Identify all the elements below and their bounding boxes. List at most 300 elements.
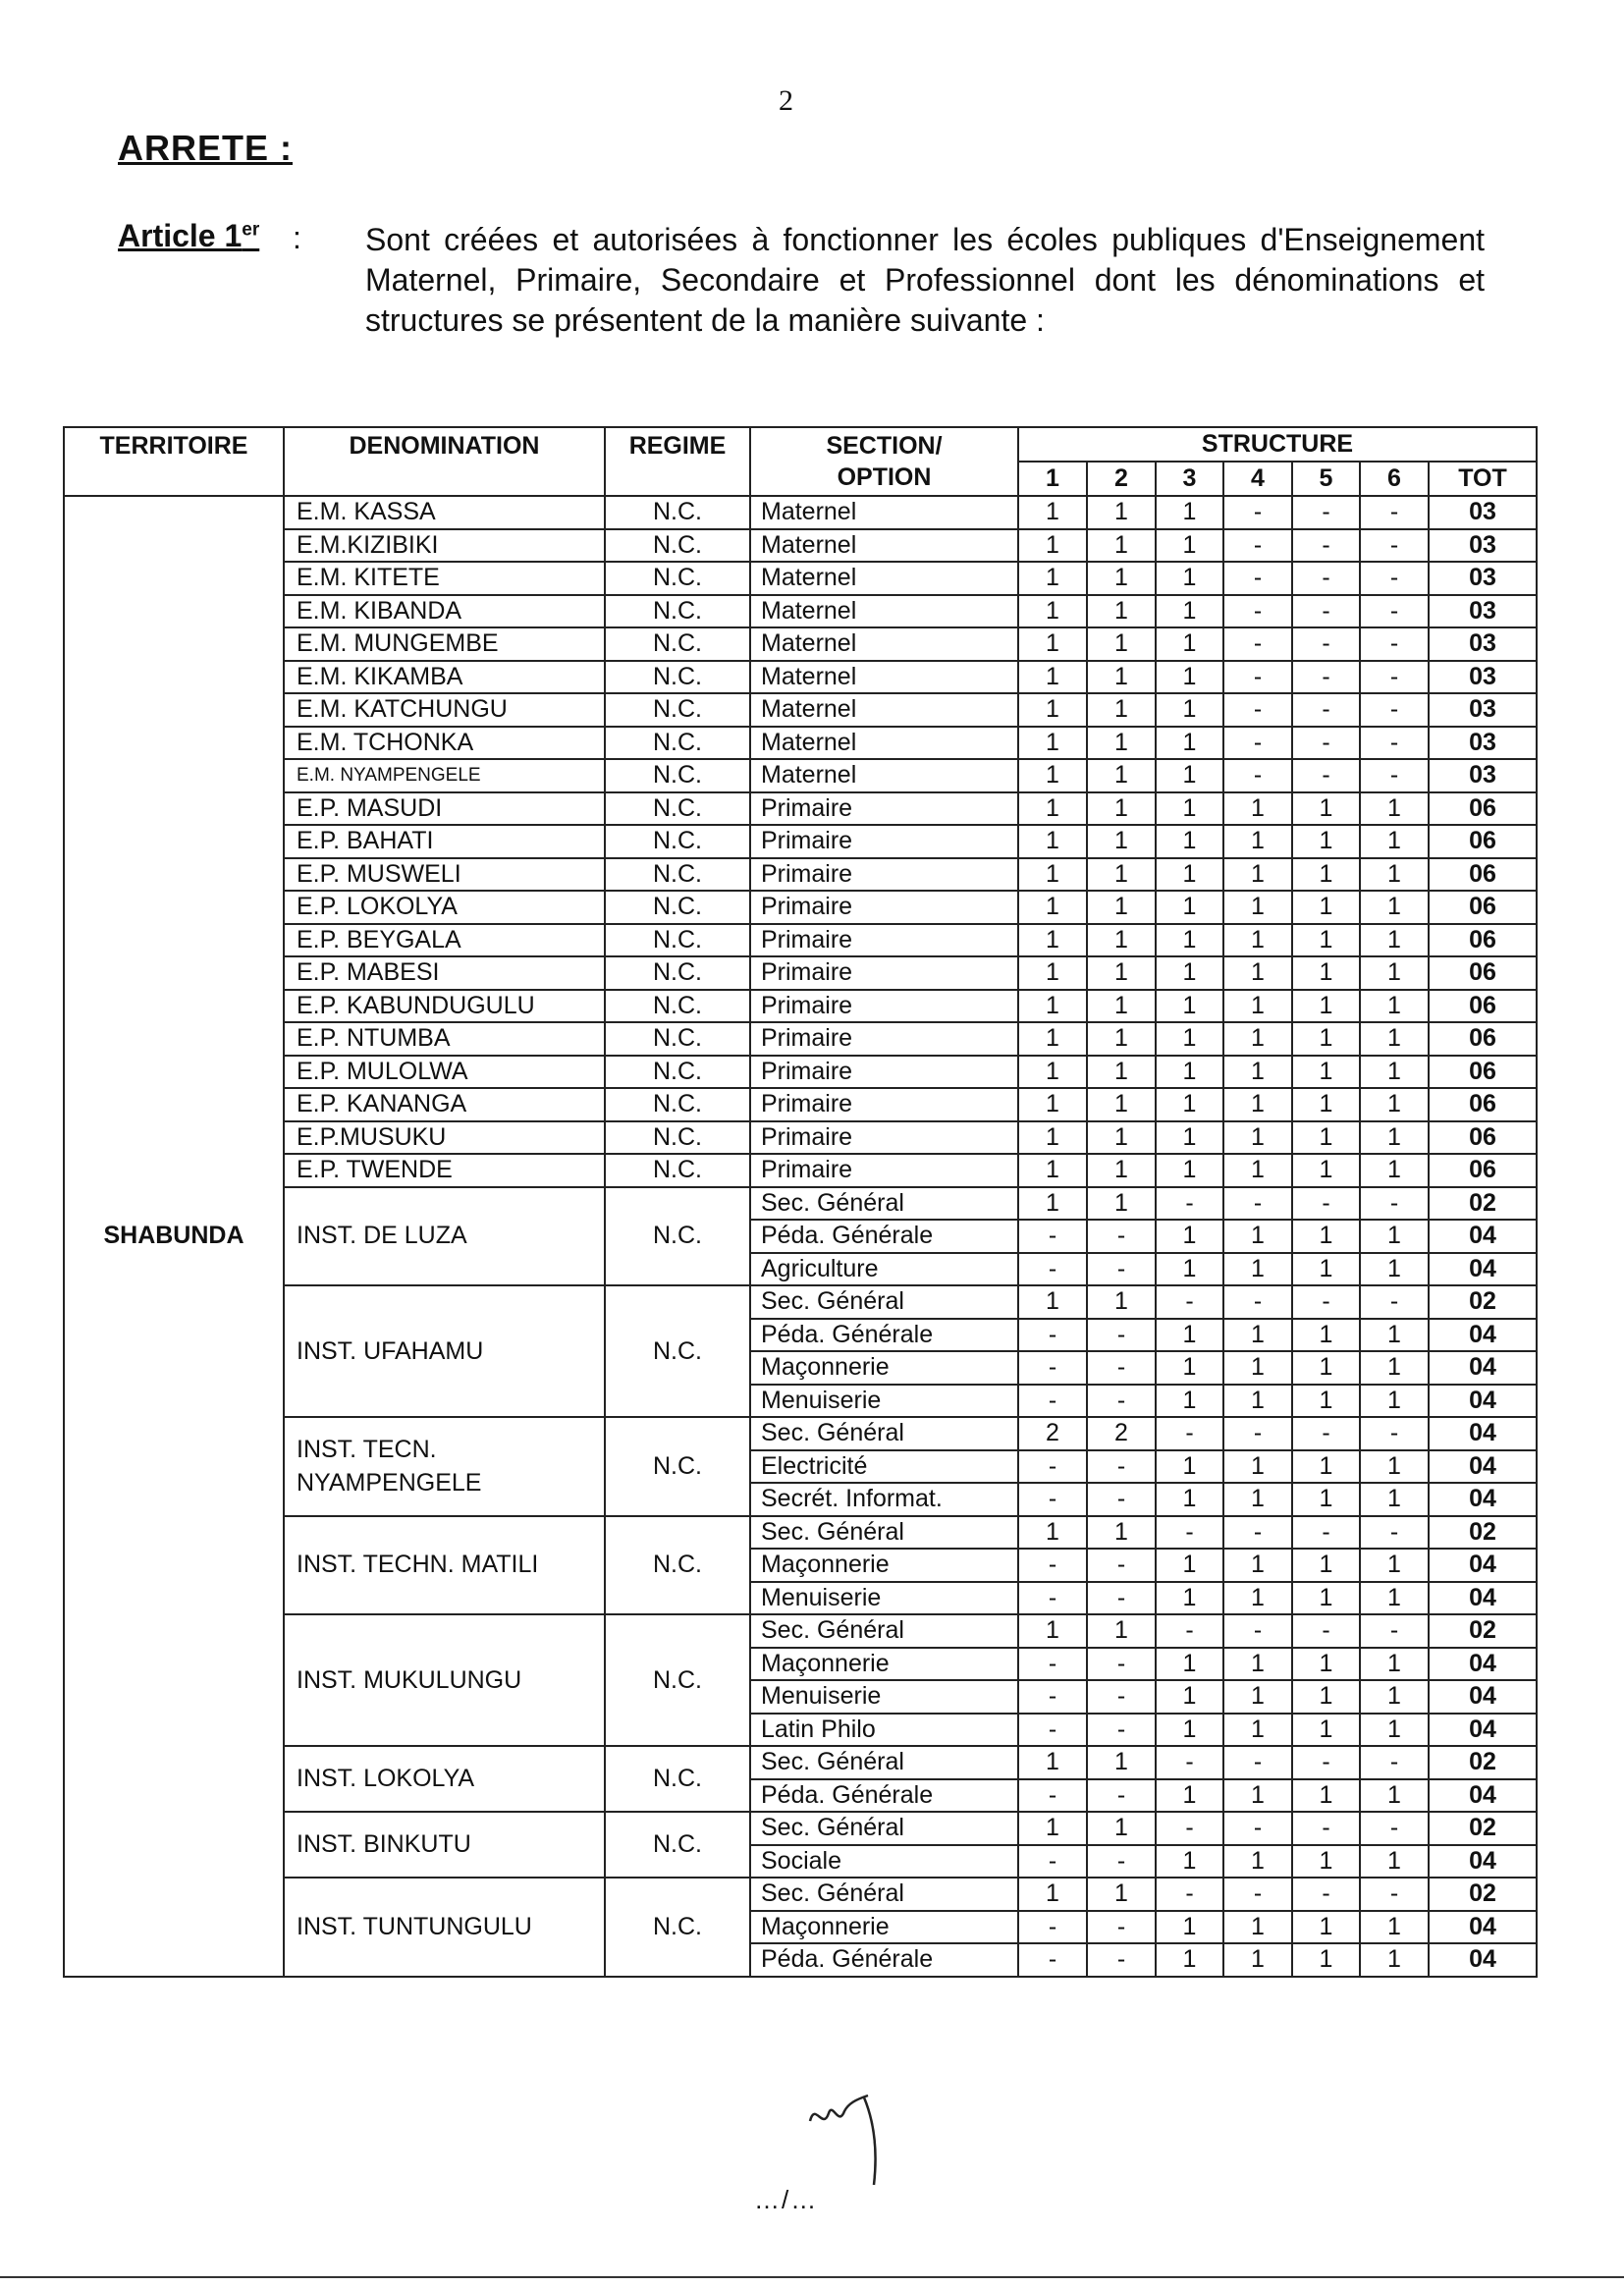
school-regime: N.C. (605, 496, 750, 529)
header-regime: REGIME (605, 427, 750, 496)
structure-cell-4: - (1223, 529, 1292, 563)
structure-cell-3: 1 (1156, 496, 1223, 529)
structure-cell-1: 1 (1018, 529, 1087, 563)
structure-cell-2: 1 (1087, 496, 1156, 529)
structure-cell-1: 2 (1018, 1417, 1087, 1450)
structure-cell-2: - (1087, 1582, 1156, 1615)
structure-cell-6: 1 (1360, 1253, 1429, 1286)
structure-cell-6: 1 (1360, 956, 1429, 990)
structure-total: 02 (1429, 1878, 1537, 1911)
structure-cell-5: 1 (1292, 1056, 1360, 1089)
section-option: Agriculture (750, 1253, 1018, 1286)
structure-cell-2: 1 (1087, 759, 1156, 792)
structure-cell-2: - (1087, 1648, 1156, 1681)
structure-cell-6: - (1360, 595, 1429, 628)
article-label-text: Article 1 (118, 218, 243, 253)
structure-cell-3: 1 (1156, 1088, 1223, 1121)
section-option: Maternel (750, 661, 1018, 694)
structure-cell-2: - (1087, 1319, 1156, 1352)
structure-cell-1: 1 (1018, 1878, 1087, 1911)
structure-cell-6: - (1360, 661, 1429, 694)
structure-cell-3: 1 (1156, 924, 1223, 957)
school-regime: N.C. (605, 529, 750, 563)
structure-cell-2: 1 (1087, 956, 1156, 990)
structure-cell-5: 1 (1292, 1450, 1360, 1484)
structure-cell-6: - (1360, 759, 1429, 792)
structure-cell-1: 1 (1018, 1516, 1087, 1550)
school-name: E.P. MABESI (284, 956, 605, 990)
section-option: Sec. Général (750, 1614, 1018, 1648)
structure-cell-3: - (1156, 1746, 1223, 1779)
structure-cell-5: 1 (1292, 1022, 1360, 1056)
structure-cell-1: - (1018, 1253, 1087, 1286)
structure-cell-6: 1 (1360, 1911, 1429, 1944)
structure-cell-6: 1 (1360, 1648, 1429, 1681)
structure-cell-5: 1 (1292, 1845, 1360, 1879)
school-regime: N.C. (605, 595, 750, 628)
structure-cell-4: 1 (1223, 1845, 1292, 1879)
structure-cell-6: 1 (1360, 1351, 1429, 1385)
structure-total: 04 (1429, 1450, 1537, 1484)
school-name: INST. BINKUTU (284, 1812, 605, 1878)
structure-cell-1: 1 (1018, 792, 1087, 826)
section-option: Maternel (750, 562, 1018, 595)
structure-cell-4: 1 (1223, 792, 1292, 826)
structure-cell-3: 1 (1156, 1714, 1223, 1747)
structure-cell-4: 1 (1223, 1714, 1292, 1747)
structure-cell-2: - (1087, 1351, 1156, 1385)
structure-cell-4: 1 (1223, 1680, 1292, 1714)
section-option: Maternel (750, 693, 1018, 727)
table-row (64, 627, 1537, 661)
header-denomination: DENOMINATION (284, 427, 605, 496)
structure-cell-1: 1 (1018, 727, 1087, 760)
structure-cell-4: 1 (1223, 1385, 1292, 1418)
structure-cell-2: 1 (1087, 1121, 1156, 1155)
school-name: E.M. KATCHUNGU (284, 693, 605, 727)
structure-cell-1: - (1018, 1385, 1087, 1418)
structure-total: 02 (1429, 1812, 1537, 1845)
structure-cell-4: - (1223, 496, 1292, 529)
table-row (64, 924, 1537, 957)
structure-cell-4: - (1223, 693, 1292, 727)
table-row (64, 1121, 1537, 1155)
structure-cell-4: 1 (1223, 858, 1292, 892)
structure-cell-2: - (1087, 1911, 1156, 1944)
structure-total: 04 (1429, 1253, 1537, 1286)
section-option: Latin Philo (750, 1714, 1018, 1747)
header-structure: STRUCTURE (1018, 427, 1537, 462)
structure-cell-5: 1 (1292, 858, 1360, 892)
structure-cell-4: 1 (1223, 825, 1292, 858)
table-row (64, 1056, 1537, 1089)
structure-cell-3: 1 (1156, 1911, 1223, 1944)
header-territoire: TERRITOIRE (64, 427, 284, 496)
school-name: E.M. KASSA (284, 496, 605, 529)
structure-total: 02 (1429, 1187, 1537, 1221)
structure-cell-2: - (1087, 1779, 1156, 1813)
structure-cell-4: - (1223, 627, 1292, 661)
structure-cell-5: - (1292, 1516, 1360, 1550)
structure-cell-6: 1 (1360, 1549, 1429, 1582)
structure-cell-4: - (1223, 1878, 1292, 1911)
structure-cell-2: 1 (1087, 1088, 1156, 1121)
section-option: Sec. Général (750, 1812, 1018, 1845)
structure-cell-6: 1 (1360, 1121, 1429, 1155)
structure-cell-1: 1 (1018, 858, 1087, 892)
section-option: Péda. Générale (750, 1779, 1018, 1813)
structure-cell-3: 1 (1156, 1385, 1223, 1418)
structure-cell-4: 1 (1223, 1351, 1292, 1385)
structure-cell-6: - (1360, 627, 1429, 661)
structure-cell-1: 1 (1018, 1285, 1087, 1319)
structure-cell-2: - (1087, 1943, 1156, 1977)
table-row (64, 529, 1537, 563)
structure-cell-4: - (1223, 1516, 1292, 1550)
structure-cell-6: 1 (1360, 1450, 1429, 1484)
school-regime: N.C. (605, 1187, 750, 1286)
structure-total: 04 (1429, 1483, 1537, 1516)
structure-cell-1: - (1018, 1911, 1087, 1944)
structure-cell-6: - (1360, 1812, 1429, 1845)
school-name: E.P. MULOLWA (284, 1056, 605, 1089)
section-option: Sec. Général (750, 1285, 1018, 1319)
structure-cell-2: 1 (1087, 1056, 1156, 1089)
structure-cell-1: 1 (1018, 661, 1087, 694)
structure-cell-1: 1 (1018, 825, 1087, 858)
table-row (64, 661, 1537, 694)
structure-cell-2: - (1087, 1845, 1156, 1879)
structure-cell-1: - (1018, 1845, 1087, 1879)
structure-cell-1: - (1018, 1680, 1087, 1714)
structure-cell-3: 1 (1156, 1648, 1223, 1681)
section-option: Menuiserie (750, 1582, 1018, 1615)
section-option: Primaire (750, 891, 1018, 924)
school-name: E.M. NYAMPENGELE (284, 759, 605, 792)
structure-cell-6: - (1360, 727, 1429, 760)
header-col-4: 4 (1223, 462, 1292, 496)
structure-cell-1: 1 (1018, 496, 1087, 529)
structure-cell-2: - (1087, 1714, 1156, 1747)
table-row (64, 1022, 1537, 1056)
structure-cell-6: - (1360, 496, 1429, 529)
structure-cell-1: 1 (1018, 1154, 1087, 1187)
structure-cell-4: - (1223, 1614, 1292, 1648)
structure-total: 02 (1429, 1516, 1537, 1550)
structure-cell-3: 1 (1156, 1022, 1223, 1056)
structure-cell-3: 1 (1156, 1056, 1223, 1089)
section-option: Péda. Générale (750, 1943, 1018, 1977)
structure-total: 03 (1429, 727, 1537, 760)
school-regime: N.C. (605, 1154, 750, 1187)
section-option: Maternel (750, 759, 1018, 792)
structure-cell-1: 1 (1018, 759, 1087, 792)
structure-cell-5: 1 (1292, 956, 1360, 990)
structure-total: 06 (1429, 858, 1537, 892)
signature-mark (805, 2092, 923, 2190)
structure-cell-6: - (1360, 1614, 1429, 1648)
structure-cell-5: 1 (1292, 1385, 1360, 1418)
structure-cell-6: 1 (1360, 1385, 1429, 1418)
school-regime: N.C. (605, 1022, 750, 1056)
structure-total: 06 (1429, 990, 1537, 1023)
structure-total: 04 (1429, 1779, 1537, 1813)
structure-cell-3: 1 (1156, 990, 1223, 1023)
structure-cell-5: - (1292, 1614, 1360, 1648)
structure-cell-4: 1 (1223, 1056, 1292, 1089)
school-regime: N.C. (605, 792, 750, 826)
structure-total: 03 (1429, 661, 1537, 694)
school-regime: N.C. (605, 1516, 750, 1615)
school-regime: N.C. (605, 891, 750, 924)
structure-cell-3: 1 (1156, 627, 1223, 661)
structure-cell-5: - (1292, 1187, 1360, 1221)
structure-cell-5: 1 (1292, 1253, 1360, 1286)
table-row (64, 1812, 1537, 1845)
structure-cell-4: 1 (1223, 990, 1292, 1023)
structure-cell-6: - (1360, 1746, 1429, 1779)
structure-cell-3: - (1156, 1187, 1223, 1221)
header-col-2: 2 (1087, 462, 1156, 496)
structure-total: 03 (1429, 562, 1537, 595)
section-option: Primaire (750, 1121, 1018, 1155)
section-option: Primaire (750, 956, 1018, 990)
school-name: E.P. BAHATI (284, 825, 605, 858)
structure-cell-1: 1 (1018, 1022, 1087, 1056)
structure-cell-4: 1 (1223, 1943, 1292, 1977)
structure-cell-4: 1 (1223, 1253, 1292, 1286)
school-regime: N.C. (605, 956, 750, 990)
structure-total: 04 (1429, 1911, 1537, 1944)
school-name: E.M. TCHONKA (284, 727, 605, 760)
structure-cell-6: 1 (1360, 1220, 1429, 1253)
structure-cell-4: 1 (1223, 1220, 1292, 1253)
school-name: E.M. KIKAMBA (284, 661, 605, 694)
structure-cell-6: 1 (1360, 1779, 1429, 1813)
school-regime: N.C. (605, 562, 750, 595)
structure-cell-1: 1 (1018, 990, 1087, 1023)
structure-cell-4: 1 (1223, 1121, 1292, 1155)
school-name: E.P. LOKOLYA (284, 891, 605, 924)
structure-cell-6: 1 (1360, 858, 1429, 892)
school-name: E.P. KANANGA (284, 1088, 605, 1121)
school-name: E.P. TWENDE (284, 1154, 605, 1187)
page-heading: ARRETE : (118, 128, 293, 168)
school-name: INST. TECHN. MATILI (284, 1516, 605, 1615)
structure-cell-1: 1 (1018, 1812, 1087, 1845)
structure-cell-1: - (1018, 1483, 1087, 1516)
structure-cell-6: - (1360, 693, 1429, 727)
structure-cell-1: - (1018, 1450, 1087, 1484)
structure-cell-6: - (1360, 1187, 1429, 1221)
section-option: Péda. Générale (750, 1220, 1018, 1253)
structure-cell-3: - (1156, 1614, 1223, 1648)
structure-cell-3: 1 (1156, 1845, 1223, 1879)
structure-total: 03 (1429, 759, 1537, 792)
structure-cell-2: - (1087, 1680, 1156, 1714)
section-option: Péda. Générale (750, 1319, 1018, 1352)
structure-cell-2: 1 (1087, 693, 1156, 727)
structure-cell-2: 1 (1087, 661, 1156, 694)
structure-cell-5: 1 (1292, 1943, 1360, 1977)
section-option: Maçonnerie (750, 1351, 1018, 1385)
article-text: Sont créées et autorisées à fonctionner les écoles publiques d'Enseignement Maternel, Primaire, Secondaire et Professionnel dont les dénominations et structures se présentent de la manière suivante : (365, 222, 1485, 338)
structure-cell-6: 1 (1360, 1943, 1429, 1977)
structure-cell-5: - (1292, 1417, 1360, 1450)
school-regime: N.C. (605, 924, 750, 957)
structure-cell-5: 1 (1292, 1319, 1360, 1352)
table-row (64, 792, 1537, 826)
structure-cell-2: 1 (1087, 727, 1156, 760)
structure-total: 03 (1429, 529, 1537, 563)
structure-cell-1: 1 (1018, 1614, 1087, 1648)
structure-cell-2: 1 (1087, 1285, 1156, 1319)
structure-cell-1: - (1018, 1319, 1087, 1352)
section-option: Primaire (750, 1022, 1018, 1056)
structure-cell-2: 1 (1087, 825, 1156, 858)
structure-cell-6: 1 (1360, 1582, 1429, 1615)
structure-cell-4: 1 (1223, 956, 1292, 990)
section-option: Primaire (750, 1154, 1018, 1187)
territoire-cell: SHABUNDA (64, 496, 284, 1977)
structure-cell-5: - (1292, 1285, 1360, 1319)
school-name: E.M. MUNGEMBE (284, 627, 605, 661)
structure-cell-1: - (1018, 1220, 1087, 1253)
structure-cell-6: - (1360, 1285, 1429, 1319)
structure-total: 06 (1429, 1121, 1537, 1155)
structure-cell-6: 1 (1360, 1845, 1429, 1879)
header-col-6: 6 (1360, 462, 1429, 496)
structure-cell-4: 1 (1223, 1154, 1292, 1187)
table-row (64, 1417, 1537, 1450)
section-option: Electricité (750, 1450, 1018, 1484)
structure-cell-1: 1 (1018, 1088, 1087, 1121)
structure-cell-2: 1 (1087, 1614, 1156, 1648)
structure-cell-5: 1 (1292, 1121, 1360, 1155)
structure-cell-3: 1 (1156, 858, 1223, 892)
structure-cell-5: 1 (1292, 891, 1360, 924)
structure-cell-4: 1 (1223, 1450, 1292, 1484)
structure-cell-2: 1 (1087, 529, 1156, 563)
structure-total: 04 (1429, 1385, 1537, 1418)
structure-total: 03 (1429, 693, 1537, 727)
structure-cell-6: - (1360, 529, 1429, 563)
structure-cell-5: - (1292, 595, 1360, 628)
structure-cell-2: 1 (1087, 891, 1156, 924)
structure-cell-1: - (1018, 1582, 1087, 1615)
structure-cell-1: 1 (1018, 562, 1087, 595)
structure-cell-5: 1 (1292, 1351, 1360, 1385)
structure-cell-6: 1 (1360, 1714, 1429, 1747)
structure-total: 06 (1429, 924, 1537, 957)
section-option: Maternel (750, 529, 1018, 563)
structure-cell-4: - (1223, 595, 1292, 628)
structure-cell-1: - (1018, 1943, 1087, 1977)
table-body (64, 496, 1537, 1977)
section-option: Sec. Général (750, 1746, 1018, 1779)
table-row (64, 825, 1537, 858)
school-name: E.P.MUSUKU (284, 1121, 605, 1155)
structure-cell-5: - (1292, 693, 1360, 727)
structure-cell-5: 1 (1292, 1648, 1360, 1681)
school-regime: N.C. (605, 759, 750, 792)
school-regime: N.C. (605, 1056, 750, 1089)
table-row (64, 891, 1537, 924)
section-option: Sec. Général (750, 1516, 1018, 1550)
structure-total: 03 (1429, 595, 1537, 628)
bottom-rule (0, 2276, 1624, 2278)
structure-cell-6: 1 (1360, 1319, 1429, 1352)
structure-cell-3: - (1156, 1285, 1223, 1319)
table-row (64, 595, 1537, 628)
structure-cell-3: 1 (1156, 792, 1223, 826)
header-col-1: 1 (1018, 462, 1087, 496)
section-option: Menuiserie (750, 1385, 1018, 1418)
section-option: Maçonnerie (750, 1549, 1018, 1582)
section-option: Primaire (750, 990, 1018, 1023)
section-option: Secrét. Informat. (750, 1483, 1018, 1516)
structure-cell-3: 1 (1156, 1483, 1223, 1516)
table-row (64, 693, 1537, 727)
school-regime: N.C. (605, 661, 750, 694)
table-row (64, 727, 1537, 760)
school-regime: N.C. (605, 1285, 750, 1417)
section-option: Maternel (750, 627, 1018, 661)
table-row (64, 990, 1537, 1023)
structure-cell-4: - (1223, 661, 1292, 694)
school-regime: N.C. (605, 858, 750, 892)
header-col-3: 3 (1156, 462, 1223, 496)
school-name: E.M. KITETE (284, 562, 605, 595)
table-row (64, 1614, 1537, 1648)
school-regime: N.C. (605, 1121, 750, 1155)
structure-cell-5: - (1292, 727, 1360, 760)
table-row (64, 759, 1537, 792)
structure-cell-1: 1 (1018, 891, 1087, 924)
table-row (64, 562, 1537, 595)
structure-cell-4: 1 (1223, 1022, 1292, 1056)
structure-cell-5: 1 (1292, 924, 1360, 957)
table-row (64, 1088, 1537, 1121)
structure-cell-2: 1 (1087, 1154, 1156, 1187)
structure-cell-5: 1 (1292, 990, 1360, 1023)
school-name: E.M. KIBANDA (284, 595, 605, 628)
structure-cell-3: 1 (1156, 693, 1223, 727)
structure-cell-1: - (1018, 1779, 1087, 1813)
table-row (64, 1187, 1537, 1221)
structure-cell-1: - (1018, 1549, 1087, 1582)
structure-cell-5: - (1292, 661, 1360, 694)
structure-total: 06 (1429, 1056, 1537, 1089)
structure-cell-2: - (1087, 1450, 1156, 1484)
schools-table (63, 426, 1538, 1978)
structure-cell-2: 1 (1087, 924, 1156, 957)
structure-cell-5: - (1292, 627, 1360, 661)
structure-cell-1: 1 (1018, 627, 1087, 661)
structure-cell-3: - (1156, 1516, 1223, 1550)
structure-cell-1: 1 (1018, 956, 1087, 990)
header-col-5: 5 (1292, 462, 1360, 496)
school-name: E.M.KIZIBIKI (284, 529, 605, 563)
structure-cell-3: - (1156, 1812, 1223, 1845)
school-name: INST. MUKULUNGU (284, 1614, 605, 1746)
structure-total: 04 (1429, 1648, 1537, 1681)
structure-cell-2: - (1087, 1253, 1156, 1286)
structure-total: 04 (1429, 1351, 1537, 1385)
structure-cell-2: 1 (1087, 990, 1156, 1023)
section-option: Maçonnerie (750, 1911, 1018, 1944)
structure-cell-2: - (1087, 1385, 1156, 1418)
